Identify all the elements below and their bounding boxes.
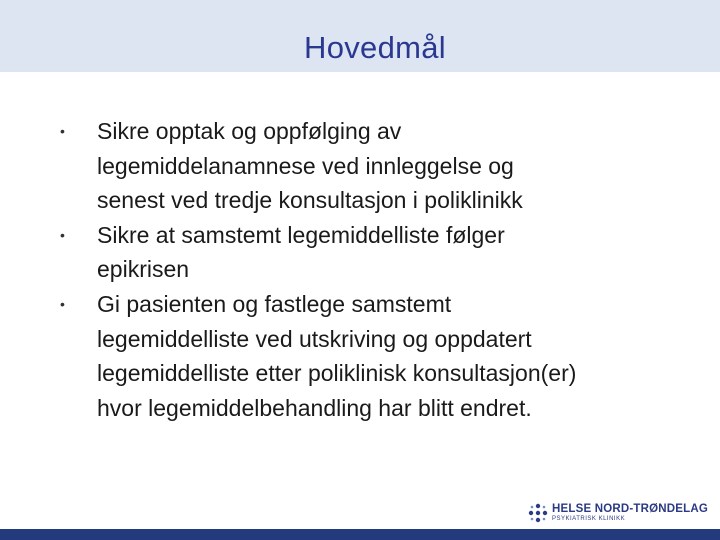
bullet-line: Sikre at samstemt legemiddelliste følger [97,221,505,248]
bullet-list [0,114,720,425]
bullet-dot-icon: • [60,123,65,139]
logo-subtitle: PSYKIATRISK KLINIKK [552,516,626,522]
health-cross-icon [528,503,548,523]
bullet-line: legemiddelliste etter poliklinisk konsultasjon(er) [97,360,577,387]
hnt-logo [528,500,708,526]
bullet-line: Sikre opptak og oppfølging av [97,118,402,144]
bullet-line: senest ved tredje konsultasjon i poliklinikk [97,187,523,214]
bullet-line: Gi pasienten og fastlege samstemt [97,290,452,317]
bullet-item-2 [0,218,697,287]
bullet-dot-icon: • [60,295,65,312]
bullet-dot-icon: • [60,226,65,243]
footer-bar [0,529,720,540]
bullet-line: legemiddelliste ved utskriving og oppdatert [97,325,532,352]
logo-name: HELSE NORD-TRØNDELAG [552,503,709,515]
bullet-item-3 [0,287,697,425]
bullet-line: legemiddelanamnese ved innleggelse og [97,152,514,179]
slide-title: Hovedmål [304,30,446,65]
bullet-item-1 [0,114,697,218]
bullet-line: hvor legemiddelbehandling har blitt endret. [97,394,532,421]
bullet-line: epikrisen [97,256,190,283]
